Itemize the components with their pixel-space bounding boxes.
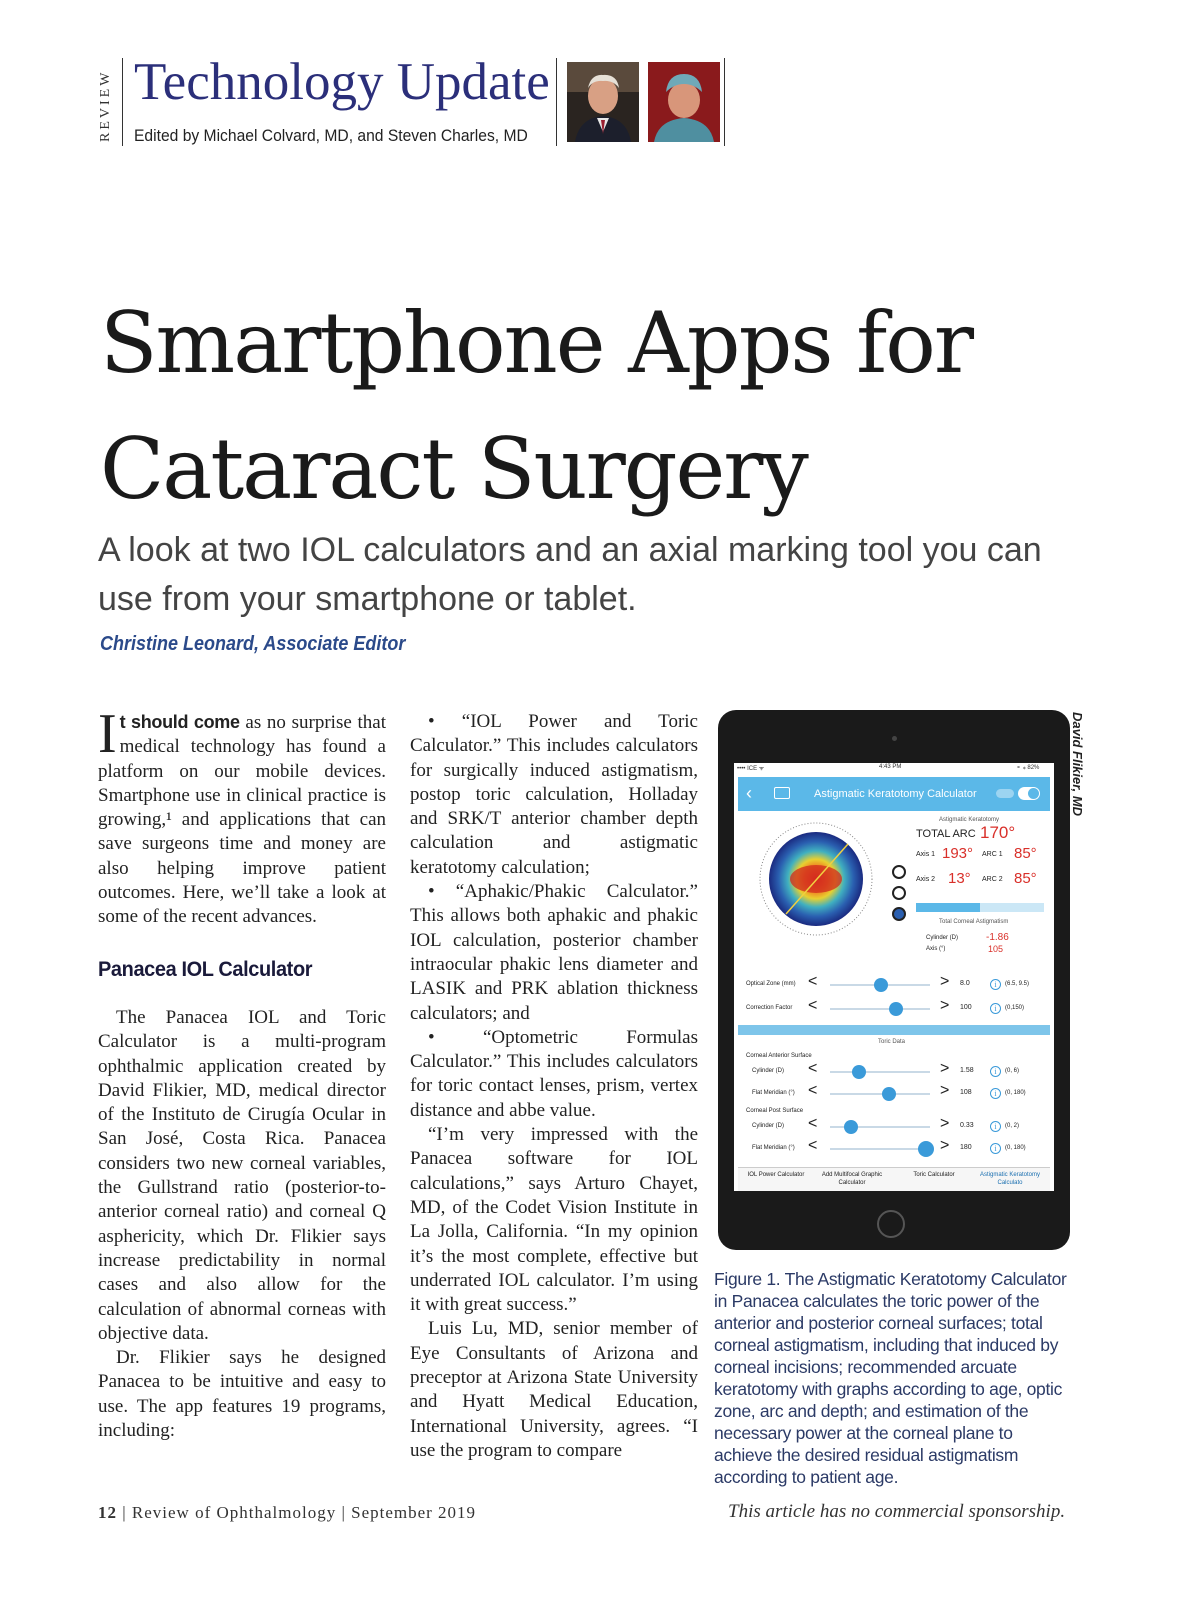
- total-arc-value: 170°: [980, 823, 1016, 842]
- topography-icon[interactable]: [892, 907, 906, 921]
- column-title: Technology Update: [134, 53, 550, 111]
- sponsorship-note: This article has no commercial sponsorship.: [728, 1501, 1066, 1522]
- decrement-chevron-icon[interactable]: <: [808, 973, 818, 990]
- editor-photo-colvard: [567, 62, 639, 142]
- body-column-1: [98, 703, 386, 1443]
- body-paragraph: It should come as no surprise that medical technology has found a platform on our mobile devices. Smartphone use in clinical practice is growing,¹ and applications that can save surgeons time and money are also helping improve patient outcomes. Here, we’ll take a look at some of the recent advances.: [98, 703, 386, 928]
- arc2-label: ARC 2: [982, 876, 1003, 883]
- info-icon[interactable]: i: [990, 1121, 1001, 1132]
- toric-data-heading: Toric Data: [878, 1039, 906, 1045]
- tca-heading: Total Corneal Astigmatism: [939, 919, 1009, 925]
- decrement-chevron-icon[interactable]: <: [808, 997, 818, 1014]
- status-time: 4:43 PM: [879, 764, 902, 770]
- toggle-switch[interactable]: [996, 789, 1014, 798]
- oz-range: (6.5, 9.5): [1005, 981, 1030, 987]
- figure-caption: Figure 1. The Astigmatic Keratotomy Calculator in Panacea calculates the toric power of the anterior and posterior corneal surfaces; total corneal astigmatism, including that induced by corneal incisions; recommended arcuate keratotomy with graphs according to age, optic zone, arc and depth; and estimation of the necessary power at the corneal plane to achieve the desired residual astigmatism according to patient age.: [714, 1269, 1067, 1487]
- eye-icon[interactable]: [892, 886, 906, 900]
- slider-knob[interactable]: [874, 978, 888, 992]
- arc1-label: ARC 1: [982, 851, 1003, 858]
- photo-credit: David Flikier, MD: [1070, 712, 1085, 817]
- oz-label: Optical Zone (mm): [746, 981, 796, 987]
- ant-cyl-range: (0, 6): [1005, 1068, 1020, 1074]
- app-screen: [734, 763, 1054, 1191]
- publication-info: | Review of Ophthalmology | September 2019: [122, 1503, 477, 1522]
- tab-astigmatic-keratotomy[interactable]: Astigmatic Keratotomy Calculato: [979, 1172, 1041, 1186]
- axis1-value: 193°: [942, 845, 974, 862]
- divider: [724, 58, 725, 146]
- drop-cap: I: [98, 703, 117, 765]
- increment-chevron-icon[interactable]: >: [940, 973, 950, 990]
- post-cyl-value: 0.33: [960, 1122, 974, 1129]
- axis1-label: Axis 1: [916, 851, 936, 858]
- info-icon[interactable]: i: [990, 979, 1001, 990]
- nav-title: Astigmatic Keratotomy Calculator: [814, 788, 977, 800]
- article-byline: Christine Leonard, Associate Editor: [100, 633, 406, 655]
- divider: [556, 58, 557, 146]
- corneal-topography-map: [756, 819, 876, 939]
- axis-value: 105: [988, 944, 1004, 954]
- camera-icon[interactable]: [774, 787, 790, 799]
- app-nav-bar: [738, 777, 1050, 811]
- tab-iol-power[interactable]: IOL Power Calculator: [747, 1172, 805, 1178]
- cyl-value: -1.86: [986, 932, 1009, 943]
- info-icon[interactable]: i: [990, 1143, 1001, 1154]
- headline-line-1: Smartphone Apps for: [100, 294, 972, 392]
- ak-heading: Astigmatic Keratotomy: [939, 817, 1000, 823]
- cf-value: 100: [960, 1004, 972, 1011]
- slider-knob[interactable]: [889, 1002, 903, 1016]
- body-paragraph: The Panacea IOL and Toric Calculator is a multi-program ophthalmic application created by David Flikier, MD, medical director of the Instituto de Cirugía Ocular in San José, Costa Rica. Panacea considers two new corneal variables, the Gullstrand ratio (posterior-to-anterior corneal ratio) and corneal Q asphericity, which Dr. Flikier says increase predictability in normal cases and also allow for the calculation of abnormal corneas with objective data.: [98, 1006, 386, 1344]
- segment-active[interactable]: [916, 903, 980, 912]
- status-bar: [734, 763, 1054, 773]
- camera-icon: [892, 736, 897, 741]
- section-tag: REVIEW: [98, 69, 113, 142]
- app-tab-bar: [738, 1167, 1050, 1191]
- decrement-chevron-icon[interactable]: <: [808, 1060, 818, 1077]
- lead-in: t should come: [119, 712, 240, 732]
- axis-label: Axis (°): [926, 946, 946, 952]
- editor-photo-charles: [648, 62, 720, 142]
- page-number: 12: [98, 1503, 117, 1522]
- bullet-item: • “Aphakic/Phakic Calculator.” This allows both aphakic and phakic IOL calculation, posterior chamber intraocular phakic lens diameter and LASIK and PRK ablation thickness calculators; and: [410, 881, 698, 1024]
- decrement-chevron-icon[interactable]: <: [808, 1115, 818, 1132]
- arc2-value: 85°: [1014, 870, 1037, 887]
- body-paragraph: Dr. Flikier says he designed Panacea to be intuitive and easy to use. The app features 19 programs, including:: [98, 1347, 386, 1442]
- slider-knob[interactable]: [844, 1120, 858, 1134]
- status-battery: ⚬ ⁎ 82%: [1016, 765, 1040, 771]
- ant-cyl-value: 1.58: [960, 1067, 974, 1074]
- increment-chevron-icon[interactable]: >: [940, 997, 950, 1014]
- decrement-chevron-icon[interactable]: <: [808, 1082, 818, 1099]
- increment-chevron-icon[interactable]: >: [940, 1082, 950, 1099]
- increment-chevron-icon[interactable]: >: [940, 1115, 950, 1132]
- increment-chevron-icon[interactable]: >: [940, 1060, 950, 1077]
- info-icon[interactable]: i: [990, 1088, 1001, 1099]
- ant-fm-slider[interactable]: [830, 1093, 930, 1095]
- bullet-item: • “Optometric Formulas Calculator.” This includes calculators for toric contact lenses, prism, vertex distance and abbe value.: [410, 1026, 698, 1121]
- cas-heading: Corneal Anterior Surface: [746, 1053, 812, 1059]
- eye-icon[interactable]: [892, 865, 906, 879]
- data-tab-bar[interactable]: [738, 1025, 1050, 1035]
- decrement-chevron-icon[interactable]: <: [808, 1137, 818, 1154]
- arc1-value: 85°: [1014, 845, 1037, 862]
- increment-chevron-icon[interactable]: >: [940, 1137, 950, 1154]
- axis2-value: 13°: [948, 870, 971, 887]
- body-paragraph: Luis Lu, MD, senior member of Eye Consultants of Arizona and preceptor at Arizona State University and Hyatt Medical Education, International University, agrees. “I use the program to compare: [410, 1318, 698, 1461]
- ant-cyl-slider[interactable]: [830, 1071, 930, 1073]
- article-deck: A look at two IOL calculators and an axial marking tool you can use from your smartphone or tablet.: [98, 531, 1042, 618]
- back-chevron-icon[interactable]: ‹: [746, 783, 752, 803]
- post-fm-range: (0, 180): [1005, 1145, 1026, 1151]
- ant-fm-value: 108: [960, 1089, 972, 1096]
- section-subhead: Panacea IOL Calculator: [98, 957, 313, 981]
- bullet-item: • “IOL Power and Toric Calculator.” This includes calculators for surgically induced astigmatism, postop toric calculation, Holladay and SRK/T anterior chamber depth calculation and astigmatic keratotomy calculation;: [410, 711, 698, 878]
- cf-label: Correction Factor: [746, 1005, 793, 1011]
- page-footer: [98, 1503, 476, 1523]
- headline-line-2: Cataract Surgery: [100, 420, 807, 518]
- ant-fm-range: (0, 180): [1005, 1090, 1026, 1096]
- toggle-knob: [1028, 788, 1039, 799]
- axis2-label: Axis 2: [916, 876, 936, 883]
- body-paragraph: “I’m very impressed with the Panacea software for IOL calculations,” says Arturo Chayet, MD, of the Codet Vision Institute in La Jolla, California. “In my opinion it’s the most complete, effective but underrated IOL calculator. I’m using it with great success.”: [410, 1124, 698, 1316]
- cps-heading: Corneal Post Surface: [746, 1108, 804, 1114]
- total-arc-label: TOTAL ARC: [916, 828, 976, 840]
- cf-slider[interactable]: [830, 1008, 930, 1010]
- article-headline: [100, 280, 972, 532]
- oz-value: 8.0: [960, 980, 970, 987]
- status-carrier: •••• ICE ᯤ: [737, 766, 765, 772]
- slider-knob[interactable]: [852, 1065, 866, 1079]
- slider-knob[interactable]: [882, 1087, 896, 1101]
- tab-multifocal[interactable]: Add Multifocal Graphic Calculator: [821, 1172, 883, 1186]
- post-fm-label: Flat Meridian (°): [752, 1145, 795, 1151]
- body-column-2: [410, 710, 698, 1463]
- ant-cyl-label: Cylinder (D): [752, 1068, 785, 1074]
- info-icon[interactable]: i: [990, 1003, 1001, 1014]
- ant-fm-label: Flat Meridian (°): [752, 1090, 795, 1096]
- slider-knob[interactable]: [918, 1141, 934, 1157]
- tab-toric[interactable]: Toric Calculator: [913, 1172, 955, 1178]
- info-icon[interactable]: i: [990, 1066, 1001, 1077]
- post-fm-value: 180: [960, 1144, 972, 1151]
- column-editors: Edited by Michael Colvard, MD, and Steven Charles, MD: [134, 126, 528, 145]
- cf-range: (0,150): [1005, 1005, 1025, 1011]
- divider: [122, 58, 123, 146]
- post-cyl-label: Cylinder (D): [752, 1123, 785, 1129]
- cyl-label: Cylinder (D): [926, 935, 959, 941]
- home-button-icon: [877, 1210, 905, 1238]
- post-fm-slider[interactable]: [830, 1148, 930, 1150]
- post-cyl-range: (0, 2): [1005, 1123, 1020, 1129]
